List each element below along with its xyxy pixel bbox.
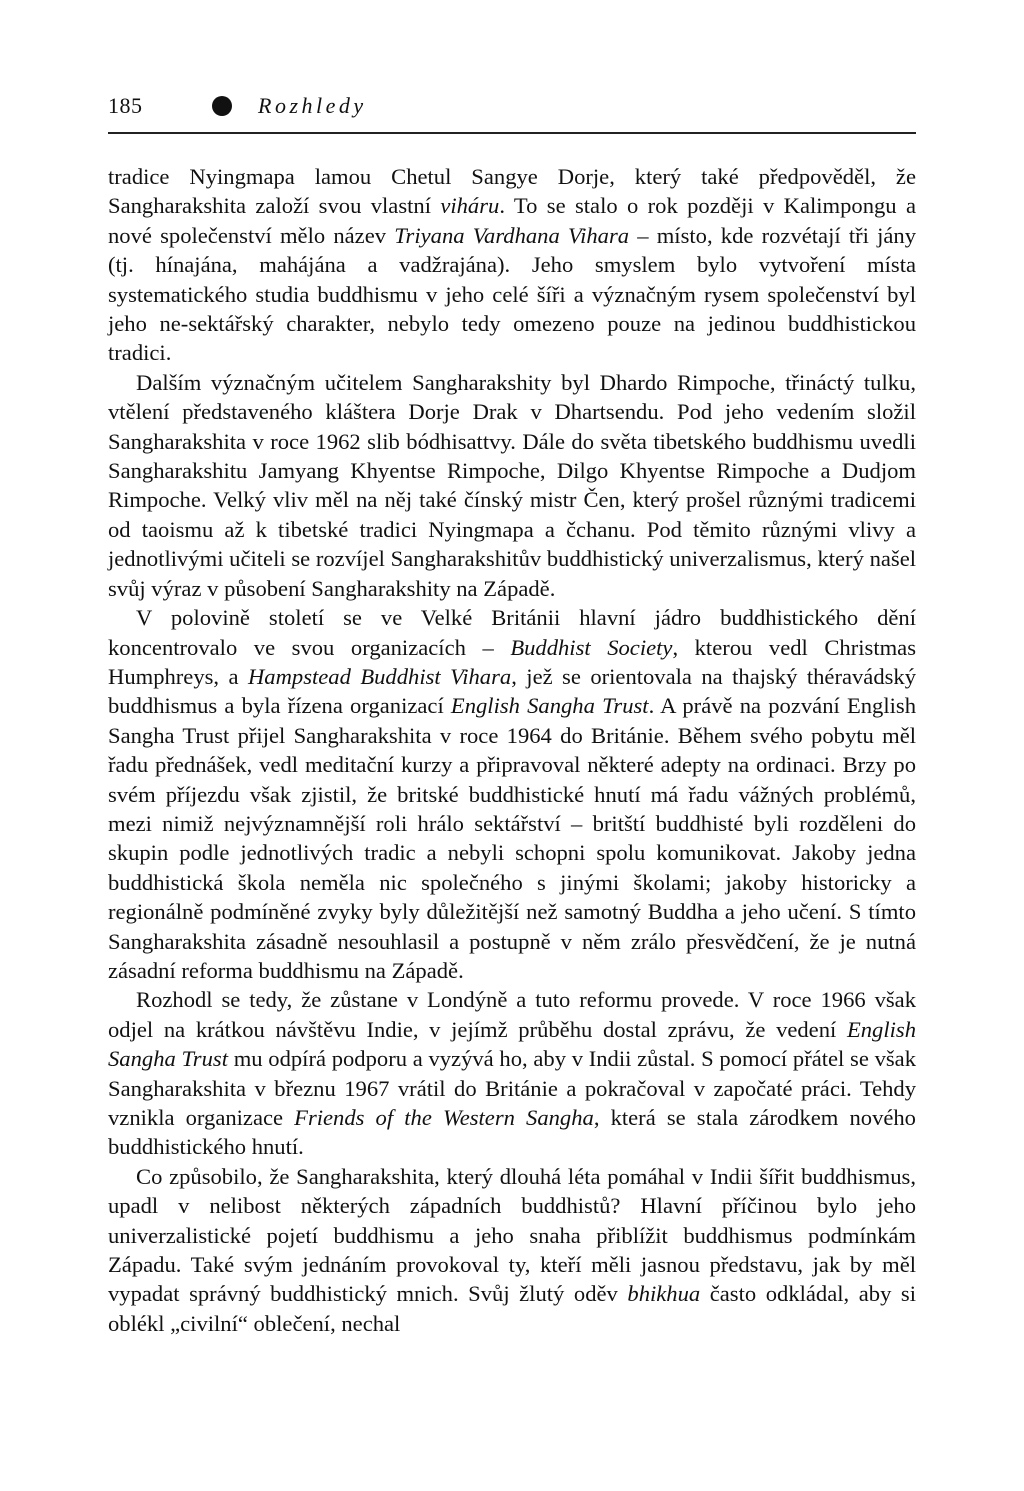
- text-run: . A právě na pozvání English Sangha Trust přijel Sangharakshita v roce 1964 do Británie. Během svého pobytu měl řadu přednášek, vedl meditační kurzy a připravoval některé adepty na ordinaci. Brzy po svém příjezdu však zjistil, že britské buddhistické hnutí má řadu vážných problémů, mezi nimiž nejvýznamnější roli hrálo sektářství – britští buddhisté byli rozděleni do skupin podle jednotlivých tradic a nebyli schopni spolu komunikovat. Jakoby jedna buddhistická škola neměla nic společného s jinými školami; jakoby historicky a regionálně podmíněné zvyky byly důležitější než samotný Buddha a jeho učení. S tímto Sangharakshita zásadně nesouhlasil a postupně v něm zrálo přesvědčení, že je nutná zásadní reforma buddhismu na Západě.: [108, 693, 916, 983]
- text-run: . To se stalo o rok později v Kalimpongu a nové společenství mělo název: [108, 193, 916, 248]
- italic-term: English Sangha Trust: [450, 693, 649, 719]
- italic-term: Triyana Vardhana Vihara: [394, 222, 630, 248]
- paragraph: [108, 1162, 916, 1338]
- paragraph: [108, 985, 916, 1161]
- text-run: – místo, kde rozvétají tři jány (tj. hínajána, mahájána a vadžrajána). Jeho smyslem bylo vytvoření místa systematického studia buddhismu v jeho celé šíři a význačným rysem společenství byl jeho ne-sektářský charakter, nebylo tedy omezeno pouze na jedinou buddhistickou tradici.: [108, 222, 916, 366]
- italic-term: Buddhist Society: [510, 634, 673, 660]
- text-run: , kterou vedl Christmas Humphreys, a: [108, 634, 916, 689]
- paragraph: [108, 162, 916, 368]
- page-number: 185: [108, 93, 143, 118]
- header-rule: [108, 132, 916, 134]
- text-run: mu odpírá podporu a vyzývá ho, aby v Indii zůstal. S pomocí přátel se však Sangharakshita v březnu 1967 vrátil do Británie a pokračoval v započaté práci. Tehdy vznikla organizace: [108, 1046, 916, 1130]
- running-title: Rozhledy: [258, 93, 367, 118]
- italic-term: Friends of the Western Sangha: [294, 1105, 594, 1130]
- text-run: V polovině století se ve Velké Británii hlavní jádro buddhistického dění koncentrovalo ve svou organizacích –: [108, 605, 916, 660]
- paragraph: [108, 368, 916, 603]
- paragraph: [108, 603, 916, 985]
- text-run: Rozhodl se tedy, že zůstane v Londýně a tuto reformu provede. V roce 1966 však odjel na krátkou návštěvu Indie, v jejímž průběhu dostal zprávu, že vedení: [108, 987, 916, 1042]
- text-run: často odkládal, aby si oblékl „civilní“ oblečení, nechal: [108, 1281, 917, 1336]
- italic-term: English Sangha Trust: [108, 1016, 916, 1072]
- italic-term: viháru: [440, 193, 500, 219]
- page-header: [108, 92, 916, 132]
- text-run: tradice Nyingmapa lamou Chetul Sangye Dorje, který také předpověděl, že Sangharakshita založí svou vlastní: [108, 164, 916, 219]
- text-run: Co způsobilo, že Sangharakshita, který dlouhá léta pomáhal v Indii šířit buddhismus, upadl v nelibost některých západních buddhistů? Hlavní příčinou bylo jeho univerzalistické pojetí buddhismu a jeho snaha přiblížit buddhismus podmínkám Západu. Také svým jednáním provokoval ty, kteří měli jasnou představu, jak by měl vypadat správný buddhistický mnich. Svůj žlutý oděv: [108, 1163, 916, 1307]
- italic-term: Hampstead Buddhist Vihara: [247, 663, 512, 689]
- text-run: Dalším význačným učitelem Sangharakshity byl Dhardo Rimpoche, třináctý tulku, vtělení představeného kláštera Dorje Drak v Dhartsendu. Pod jeho vedením složil Sangharakshita v roce 1962 slib bódhisattvy. Dále do světa tibetského buddhismu uvedli Sangharakshitu Jamyang Khyentse Rimpoche, Dilgo Khyentse Rimpoche a Dudjom Rimpoche. Velký vliv měl na něj také čínský mistr Čen, který prošel různými tradicemi od taoismu až k tibetské tradici Nyingmapa a čchanu. Pod těmito různými vlivy a jednotlivými učiteli se rozvíjel Sangharakshitův buddhistický univerzalismus, který našel svůj výraz v působení Sangharakshity na Západě.: [108, 369, 916, 601]
- text-run: , která se stala zárodkem nového buddhistického hnutí.: [108, 1105, 916, 1160]
- text-run: , jež se orientovala na thajský théravádský buddhismus a byla řízena organizací: [108, 663, 917, 719]
- body-text: [108, 162, 916, 1338]
- italic-term: bhikhua: [627, 1281, 701, 1307]
- bullet-icon: [212, 96, 232, 116]
